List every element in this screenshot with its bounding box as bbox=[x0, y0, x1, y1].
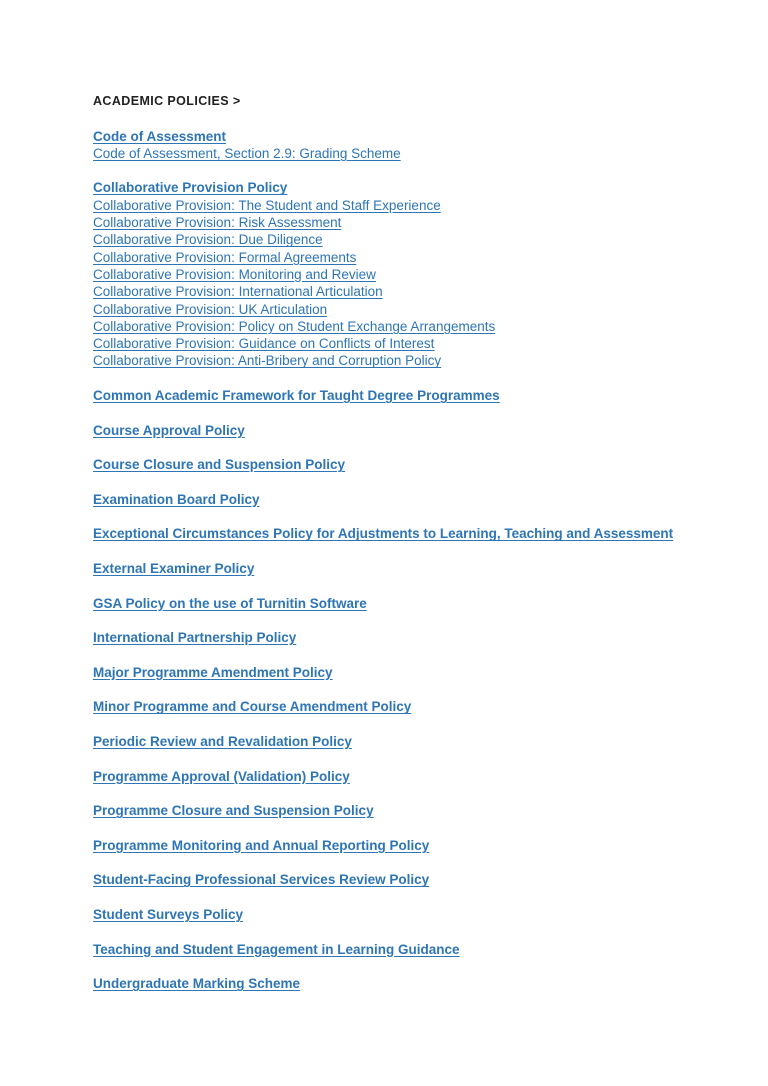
policy-link[interactable]: Student-Facing Professional Services Review Policy bbox=[93, 872, 430, 888]
policy-link[interactable]: Course Closure and Suspension Policy bbox=[93, 457, 346, 473]
policy-link[interactable]: Collaborative Provision: Anti-Bribery and Corruption Policy bbox=[93, 353, 442, 369]
policy-group bbox=[93, 560, 743, 577]
policy-link[interactable]: Collaborative Provision: The Student and Staff Experience bbox=[93, 197, 441, 213]
section-heading: ACADEMIC POLICIES > bbox=[93, 94, 241, 108]
policy-link[interactable]: Undergraduate Marking Scheme bbox=[93, 976, 301, 992]
policy-link[interactable]: External Examiner Policy bbox=[93, 561, 255, 577]
policy-link[interactable]: Collaborative Provision: Guidance on Conflicts of Interest bbox=[93, 336, 435, 352]
policy-link[interactable]: Collaborative Provision: International Articulation bbox=[93, 284, 383, 300]
policy-link[interactable]: Examination Board Policy bbox=[93, 491, 260, 507]
policy-link[interactable]: Collaborative Provision: Formal Agreements bbox=[93, 249, 357, 265]
policy-group bbox=[93, 491, 743, 508]
policy-link[interactable]: Periodic Review and Revalidation Policy bbox=[93, 733, 352, 749]
policy-link[interactable]: Collaborative Provision Policy bbox=[93, 180, 288, 196]
policy-link[interactable]: Code of Assessment bbox=[93, 128, 227, 144]
policy-link[interactable]: GSA Policy on the use of Turnitin Software bbox=[93, 595, 367, 611]
policy-group bbox=[93, 837, 743, 854]
policy-link[interactable]: Collaborative Provision: Monitoring and Review bbox=[93, 266, 376, 282]
policy-link[interactable]: Collaborative Provision: Policy on Student Exchange Arrangements bbox=[93, 318, 496, 334]
policy-link[interactable]: Course Approval Policy bbox=[93, 422, 245, 438]
policy-group bbox=[93, 595, 743, 612]
policy-link[interactable]: International Partnership Policy bbox=[93, 630, 297, 646]
policy-link[interactable]: Programme Closure and Suspension Policy bbox=[93, 803, 374, 819]
policy-link[interactable]: Student Surveys Policy bbox=[93, 906, 244, 922]
policy-link[interactable]: Collaborative Provision: UK Articulation bbox=[93, 301, 328, 317]
policy-link[interactable]: Teaching and Student Engagement in Learning Guidance bbox=[93, 941, 460, 957]
policy-group bbox=[93, 733, 743, 750]
policy-link[interactable]: Programme Approval (Validation) Policy bbox=[93, 768, 350, 784]
policy-group bbox=[93, 128, 743, 163]
policy-group bbox=[93, 387, 743, 404]
policy-group bbox=[93, 802, 743, 819]
policy-group bbox=[93, 975, 743, 992]
policy-group bbox=[93, 422, 743, 439]
policy-group bbox=[93, 941, 743, 958]
policy-group bbox=[93, 179, 743, 369]
policy-link[interactable]: Common Academic Framework for Taught Degree Programmes bbox=[93, 388, 500, 404]
policy-link[interactable]: Exceptional Circumstances Policy for Adjustments to Learning, Teaching and Assessment bbox=[93, 526, 674, 542]
policy-link[interactable]: Major Programme Amendment Policy bbox=[93, 664, 333, 680]
policy-group bbox=[93, 629, 743, 646]
policy-group bbox=[93, 664, 743, 681]
policy-link[interactable]: Programme Monitoring and Annual Reporting Policy bbox=[93, 837, 430, 853]
document-content bbox=[93, 93, 743, 1010]
policy-link[interactable]: Minor Programme and Course Amendment Policy bbox=[93, 699, 412, 715]
policy-group bbox=[93, 525, 743, 542]
policy-group bbox=[93, 698, 743, 715]
policy-link[interactable]: Code of Assessment, Section 2.9: Grading Scheme bbox=[93, 145, 401, 161]
policy-group bbox=[93, 456, 743, 473]
policy-group bbox=[93, 768, 743, 785]
policy-link[interactable]: Collaborative Provision: Due Diligence bbox=[93, 232, 323, 248]
policy-group bbox=[93, 871, 743, 888]
policy-link[interactable]: Collaborative Provision: Risk Assessment bbox=[93, 215, 342, 231]
policy-group bbox=[93, 906, 743, 923]
policy-list bbox=[93, 128, 743, 993]
